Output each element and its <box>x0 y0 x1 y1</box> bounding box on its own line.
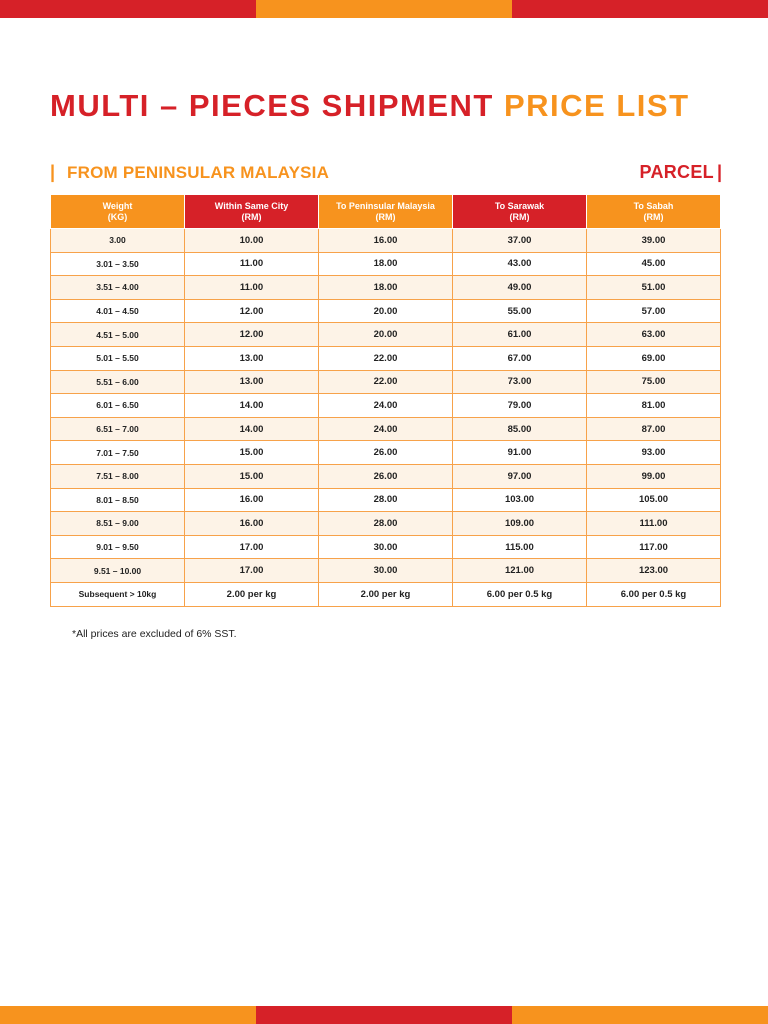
weight-cell: 8.51 – 9.00 <box>51 512 185 536</box>
price-cell: 117.00 <box>587 535 721 559</box>
weight-cell: 5.51 – 6.00 <box>51 370 185 394</box>
price-cell: 57.00 <box>587 299 721 323</box>
price-cell: 28.00 <box>319 488 453 512</box>
price-cell: 51.00 <box>587 276 721 300</box>
price-cell: 12.00 <box>185 299 319 323</box>
price-cell: 13.00 <box>185 346 319 370</box>
column-header-title: To Peninsular Malaysia <box>336 200 435 211</box>
color-segment-orange <box>0 1006 256 1024</box>
price-cell: 20.00 <box>319 323 453 347</box>
color-segment-orange <box>512 1006 768 1024</box>
table-row <box>51 512 721 536</box>
origin-label: FROM PENINSULAR MALAYSIA <box>67 162 330 182</box>
price-table <box>50 194 721 607</box>
price-cell: 24.00 <box>319 394 453 418</box>
color-segment-red <box>0 0 256 18</box>
price-cell: 2.00 per kg <box>185 582 319 606</box>
weight-cell: 3.00 <box>51 229 185 253</box>
table-row <box>51 276 721 300</box>
price-cell: 81.00 <box>587 394 721 418</box>
table-row <box>51 464 721 488</box>
category-label-group <box>639 162 722 183</box>
price-cell: 26.00 <box>319 464 453 488</box>
weight-cell: 5.01 – 5.50 <box>51 346 185 370</box>
color-segment-orange <box>256 0 512 18</box>
price-cell: 18.00 <box>319 252 453 276</box>
footnote: *All prices are excluded of 6% SST. <box>72 628 237 640</box>
price-cell: 63.00 <box>587 323 721 347</box>
divider-mark: | <box>50 162 56 182</box>
weight-cell: 7.51 – 8.00 <box>51 464 185 488</box>
column-header <box>319 195 453 229</box>
weight-cell: Subsequent > 10kg <box>51 582 185 606</box>
price-cell: 111.00 <box>587 512 721 536</box>
price-cell: 75.00 <box>587 370 721 394</box>
weight-cell: 3.01 – 3.50 <box>51 252 185 276</box>
table-row <box>51 488 721 512</box>
price-cell: 103.00 <box>453 488 587 512</box>
price-cell: 105.00 <box>587 488 721 512</box>
price-cell: 39.00 <box>587 229 721 253</box>
title-part-2: PRICE LIST <box>503 88 690 123</box>
column-header-unit: (RM) <box>509 211 530 222</box>
price-cell: 14.00 <box>185 417 319 441</box>
column-header-title: Weight <box>102 200 133 211</box>
price-cell: 45.00 <box>587 252 721 276</box>
column-header-title: To Sabah <box>633 200 674 211</box>
table-row <box>51 229 721 253</box>
column-header <box>587 195 721 229</box>
price-cell: 123.00 <box>587 559 721 583</box>
weight-cell: 6.01 – 6.50 <box>51 394 185 418</box>
weight-cell: 6.51 – 7.00 <box>51 417 185 441</box>
price-cell: 17.00 <box>185 535 319 559</box>
table-row <box>51 441 721 465</box>
table-row <box>51 582 721 606</box>
weight-cell: 8.01 – 8.50 <box>51 488 185 512</box>
price-cell: 12.00 <box>185 323 319 347</box>
column-header-unit: (KG) <box>107 211 128 222</box>
price-cell: 22.00 <box>319 346 453 370</box>
price-cell: 17.00 <box>185 559 319 583</box>
bottom-color-bar <box>0 1006 768 1024</box>
color-segment-red <box>256 1006 512 1024</box>
price-cell: 30.00 <box>319 535 453 559</box>
price-cell: 13.00 <box>185 370 319 394</box>
price-cell: 30.00 <box>319 559 453 583</box>
price-cell: 109.00 <box>453 512 587 536</box>
weight-cell: 9.51 – 10.00 <box>51 559 185 583</box>
price-cell: 97.00 <box>453 464 587 488</box>
price-cell: 2.00 per kg <box>319 582 453 606</box>
price-cell: 49.00 <box>453 276 587 300</box>
column-header-unit: (RM) <box>643 211 664 222</box>
weight-cell: 4.51 – 5.00 <box>51 323 185 347</box>
title-part-1: MULTI – PIECES SHIPMENT <box>50 88 494 123</box>
table-row <box>51 252 721 276</box>
price-cell: 11.00 <box>185 252 319 276</box>
page-title <box>50 88 690 124</box>
weight-cell: 7.01 – 7.50 <box>51 441 185 465</box>
price-cell: 73.00 <box>453 370 587 394</box>
table-row <box>51 535 721 559</box>
price-cell: 55.00 <box>453 299 587 323</box>
price-cell: 11.00 <box>185 276 319 300</box>
price-cell: 18.00 <box>319 276 453 300</box>
price-cell: 69.00 <box>587 346 721 370</box>
price-cell: 20.00 <box>319 299 453 323</box>
table-row <box>51 346 721 370</box>
price-cell: 37.00 <box>453 229 587 253</box>
table-header-row <box>51 195 721 229</box>
price-cell: 15.00 <box>185 464 319 488</box>
weight-cell: 4.01 – 4.50 <box>51 299 185 323</box>
price-cell: 14.00 <box>185 394 319 418</box>
section-header <box>50 162 722 183</box>
column-header <box>51 195 185 229</box>
origin-label-group <box>50 162 329 183</box>
weight-cell: 9.01 – 9.50 <box>51 535 185 559</box>
price-cell: 87.00 <box>587 417 721 441</box>
price-cell: 93.00 <box>587 441 721 465</box>
price-cell: 99.00 <box>587 464 721 488</box>
weight-cell: 3.51 – 4.00 <box>51 276 185 300</box>
table-row <box>51 559 721 583</box>
category-label: PARCEL <box>639 162 714 182</box>
price-cell: 16.00 <box>319 229 453 253</box>
table-row <box>51 323 721 347</box>
table-row <box>51 299 721 323</box>
price-cell: 43.00 <box>453 252 587 276</box>
divider-mark: | <box>716 162 722 182</box>
table-row <box>51 394 721 418</box>
price-cell: 6.00 per 0.5 kg <box>587 582 721 606</box>
price-cell: 22.00 <box>319 370 453 394</box>
price-cell: 16.00 <box>185 488 319 512</box>
price-cell: 79.00 <box>453 394 587 418</box>
color-segment-red <box>512 0 768 18</box>
table-row <box>51 370 721 394</box>
price-cell: 28.00 <box>319 512 453 536</box>
price-cell: 85.00 <box>453 417 587 441</box>
price-cell: 91.00 <box>453 441 587 465</box>
price-cell: 115.00 <box>453 535 587 559</box>
column-header <box>453 195 587 229</box>
column-header-title: Within Same City <box>214 200 289 211</box>
column-header-unit: (RM) <box>241 211 262 222</box>
column-header-title: To Sarawak <box>494 200 545 211</box>
price-cell: 15.00 <box>185 441 319 465</box>
table-body <box>51 229 721 607</box>
price-cell: 121.00 <box>453 559 587 583</box>
price-cell: 67.00 <box>453 346 587 370</box>
column-header-unit: (RM) <box>375 211 396 222</box>
table-row <box>51 417 721 441</box>
price-cell: 6.00 per 0.5 kg <box>453 582 587 606</box>
price-cell: 10.00 <box>185 229 319 253</box>
price-cell: 24.00 <box>319 417 453 441</box>
price-cell: 61.00 <box>453 323 587 347</box>
top-color-bar <box>0 0 768 18</box>
price-cell: 16.00 <box>185 512 319 536</box>
price-cell: 26.00 <box>319 441 453 465</box>
column-header <box>185 195 319 229</box>
